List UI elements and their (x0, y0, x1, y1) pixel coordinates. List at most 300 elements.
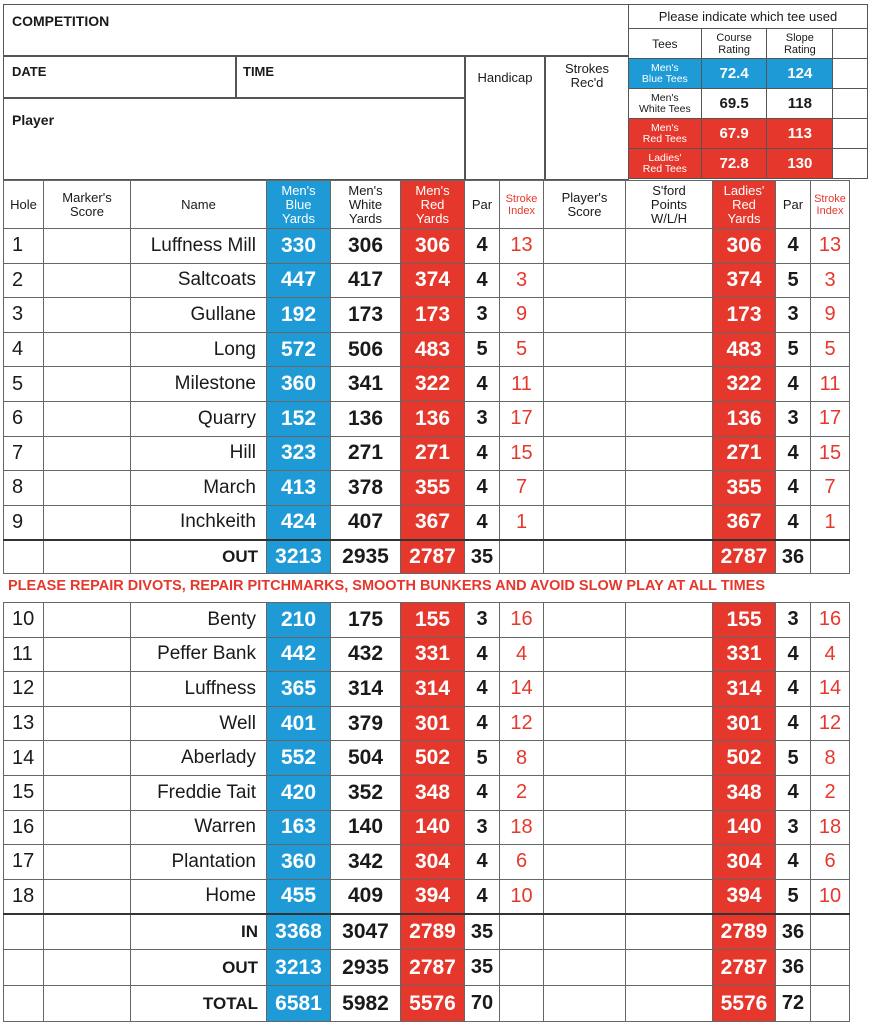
player-score-cell[interactable] (544, 367, 626, 402)
sford-points-cell[interactable] (626, 367, 713, 402)
par-value: 4 (465, 672, 500, 707)
total-label: TOTAL (131, 986, 267, 1022)
column-header-row (4, 181, 868, 229)
player-score-cell[interactable] (544, 741, 626, 776)
total-ladies-par: 36 (776, 540, 811, 574)
strokes-recd-label: Strokes Rec'd (564, 61, 610, 90)
marker-score-cell[interactable] (44, 706, 131, 741)
player-score-cell[interactable] (544, 775, 626, 810)
red-yards: 355 (401, 471, 465, 506)
table-row (4, 741, 868, 776)
hole-name: Long (131, 332, 267, 367)
red-yards: 394 (401, 879, 465, 914)
blue-yards: 210 (267, 603, 331, 638)
total-player-score-cell[interactable] (544, 914, 626, 950)
player-label: Player (12, 112, 55, 128)
ladies-stroke-index: 6 (811, 845, 850, 880)
total-red-yards: 2787 (401, 950, 465, 986)
tee-checkbox-mens-red[interactable] (833, 119, 868, 149)
table-row (4, 229, 868, 264)
total-blue-yards: 3213 (267, 950, 331, 986)
marker-score-cell[interactable] (44, 332, 131, 367)
hole-number: 16 (4, 810, 44, 845)
marker-score-cell[interactable] (44, 471, 131, 506)
margin-cell (850, 810, 868, 845)
ladies-red-yards: 348 (713, 775, 776, 810)
total-player-score-cell[interactable] (544, 986, 626, 1022)
total-blank (811, 914, 850, 950)
ladies-par-value: 4 (776, 229, 811, 264)
table-row (4, 879, 868, 914)
ladies-stroke-index: 4 (811, 637, 850, 672)
competition-box[interactable] (3, 4, 629, 56)
marker-score-cell[interactable] (44, 741, 131, 776)
ladies-par-value: 4 (776, 706, 811, 741)
blue-yards: 401 (267, 706, 331, 741)
red-yards: 301 (401, 706, 465, 741)
ladies-stroke-index: 16 (811, 603, 850, 638)
total-sford-cell[interactable] (626, 540, 713, 574)
margin-cell (850, 706, 868, 741)
white-yards: 432 (331, 637, 401, 672)
col-stroke-index: Stroke Index (500, 181, 544, 229)
hole-name: Plantation (131, 845, 267, 880)
ladies-red-yards: 140 (713, 810, 776, 845)
margin-cell (850, 603, 868, 638)
marker-score-cell[interactable] (44, 229, 131, 264)
hole-name: Aberlady (131, 741, 267, 776)
tee-mens-blue: Men's Blue Tees (629, 59, 702, 89)
white-yards: 173 (331, 298, 401, 333)
hole-number: 4 (4, 332, 44, 367)
total-blank (500, 986, 544, 1022)
ladies-stroke-index: 10 (811, 879, 850, 914)
marker-score-cell[interactable] (44, 603, 131, 638)
total-blue-yards: 6581 (267, 986, 331, 1022)
tee-checkbox-blue[interactable] (833, 59, 868, 89)
sford-points-cell[interactable] (626, 603, 713, 638)
ladies-par-value: 4 (776, 672, 811, 707)
hole-name: Hill (131, 436, 267, 471)
hole-name: Home (131, 879, 267, 914)
white-yards: 306 (331, 229, 401, 264)
ladies-stroke-index: 3 (811, 263, 850, 298)
stroke-index: 16 (500, 603, 544, 638)
margin-cell (850, 298, 868, 333)
ladies-red-yards: 271 (713, 436, 776, 471)
table-row (4, 263, 868, 298)
stroke-index: 7 (500, 471, 544, 506)
ladies-red-yards: 483 (713, 332, 776, 367)
ladies-par-value: 4 (776, 775, 811, 810)
marker-score-cell[interactable] (44, 775, 131, 810)
sford-points-cell[interactable] (626, 637, 713, 672)
marker-score-cell[interactable] (44, 401, 131, 436)
ladies-par-value: 5 (776, 263, 811, 298)
col-hole: Hole (4, 181, 44, 229)
total-par: 70 (465, 986, 500, 1022)
col-player-score: Player's Score (544, 181, 626, 229)
total-blank (4, 986, 44, 1022)
marker-score-cell[interactable] (44, 298, 131, 333)
stroke-index: 2 (500, 775, 544, 810)
total-blank[interactable] (44, 540, 131, 574)
hole-number: 8 (4, 471, 44, 506)
margin-cell (850, 540, 868, 574)
total-blank (811, 950, 850, 986)
ladies-stroke-index: 15 (811, 436, 850, 471)
par-value: 5 (465, 741, 500, 776)
margin-cell (850, 879, 868, 914)
sford-points-cell[interactable] (626, 775, 713, 810)
table-row (4, 845, 868, 880)
white-yards: 342 (331, 845, 401, 880)
red-yards: 271 (401, 436, 465, 471)
stroke-index: 14 (500, 672, 544, 707)
hole-number: 5 (4, 367, 44, 402)
ladies-par-value: 5 (776, 879, 811, 914)
hole-name: Milestone (131, 367, 267, 402)
ladies-red-yards: 301 (713, 706, 776, 741)
hole-number: 7 (4, 436, 44, 471)
ladies-red-yards: 322 (713, 367, 776, 402)
white-yards: 175 (331, 603, 401, 638)
blue-yards: 424 (267, 505, 331, 540)
total-blank (4, 540, 44, 574)
margin-cell (850, 914, 868, 950)
hole-name: Benty (131, 603, 267, 638)
total-blank[interactable] (44, 986, 131, 1022)
table-row (4, 436, 868, 471)
col-blue-yards: Men's Blue Yards (267, 181, 331, 229)
hole-number: 6 (4, 401, 44, 436)
hole-name: Quarry (131, 401, 267, 436)
red-yards: 348 (401, 775, 465, 810)
total-blank (500, 914, 544, 950)
ladies-stroke-index: 2 (811, 775, 850, 810)
sford-points-cell[interactable] (626, 436, 713, 471)
sford-points-cell[interactable] (626, 505, 713, 540)
course-rating-blue: 72.4 (701, 59, 767, 89)
ladies-par-value: 3 (776, 298, 811, 333)
ladies-red-yards: 155 (713, 603, 776, 638)
time-label: TIME (243, 64, 275, 79)
ladies-par-value: 5 (776, 332, 811, 367)
player-box[interactable] (3, 98, 465, 180)
white-yards: 379 (331, 706, 401, 741)
total-ladies-par: 72 (776, 986, 811, 1022)
stroke-index: 8 (500, 741, 544, 776)
ladies-red-yards: 374 (713, 263, 776, 298)
sford-points-cell[interactable] (626, 706, 713, 741)
table-row (4, 367, 868, 402)
col-ladies-red-yards: Ladies' Red Yards (713, 181, 776, 229)
ladies-par-value: 3 (776, 810, 811, 845)
sford-points-cell[interactable] (626, 401, 713, 436)
ladies-stroke-index: 12 (811, 706, 850, 741)
total-blank (500, 950, 544, 986)
par-value: 3 (465, 298, 500, 333)
blue-yards: 420 (267, 775, 331, 810)
total-player-score-cell[interactable] (544, 540, 626, 574)
blue-yards: 323 (267, 436, 331, 471)
blue-yards: 572 (267, 332, 331, 367)
player-score-cell[interactable] (544, 263, 626, 298)
margin-cell (850, 332, 868, 367)
hole-number: 12 (4, 672, 44, 707)
col-par: Par (465, 181, 500, 229)
par-value: 3 (465, 401, 500, 436)
table-row (4, 332, 868, 367)
slope-rating-mens-red: 113 (767, 119, 833, 149)
player-score-cell[interactable] (544, 505, 626, 540)
front-nine-table (3, 180, 868, 574)
total-par: 35 (465, 540, 500, 574)
total-blank[interactable] (44, 914, 131, 950)
table-row (4, 637, 868, 672)
competition-label: COMPETITION (12, 13, 110, 29)
date-box[interactable] (3, 56, 236, 98)
back-nine-table (3, 602, 868, 1022)
hole-name: Warren (131, 810, 267, 845)
par-value: 3 (465, 810, 500, 845)
ladies-par-value: 4 (776, 436, 811, 471)
ladies-red-yards: 173 (713, 298, 776, 333)
ladies-par-value: 3 (776, 401, 811, 436)
margin-cell (850, 775, 868, 810)
player-score-cell[interactable] (544, 637, 626, 672)
total-red-yards: 2787 (401, 540, 465, 574)
blue-yards: 552 (267, 741, 331, 776)
hole-name: Luffness Mill (131, 229, 267, 264)
hole-name: March (131, 471, 267, 506)
sford-points-cell[interactable] (626, 879, 713, 914)
player-score-cell[interactable] (544, 436, 626, 471)
stroke-index: 12 (500, 706, 544, 741)
player-score-cell[interactable] (544, 672, 626, 707)
ladies-red-yards: 314 (713, 672, 776, 707)
player-score-cell[interactable] (544, 706, 626, 741)
hole-number: 3 (4, 298, 44, 333)
hole-name: Well (131, 706, 267, 741)
hole-name: Freddie Tait (131, 775, 267, 810)
total-sford-cell[interactable] (626, 986, 713, 1022)
marker-score-cell[interactable] (44, 637, 131, 672)
white-yards: 409 (331, 879, 401, 914)
total-blank (811, 540, 850, 574)
stroke-index: 15 (500, 436, 544, 471)
ladies-stroke-index: 1 (811, 505, 850, 540)
par-value: 4 (465, 706, 500, 741)
ladies-red-yards: 394 (713, 879, 776, 914)
total-ladies-red-yards: 2787 (713, 950, 776, 986)
total-row-out (4, 540, 868, 574)
ladies-par-value: 4 (776, 505, 811, 540)
ladies-stroke-index: 5 (811, 332, 850, 367)
marker-score-cell[interactable] (44, 845, 131, 880)
player-score-cell[interactable] (544, 845, 626, 880)
tee-checkbox-white[interactable] (833, 89, 868, 119)
slope-rating-header: Slope Rating (767, 29, 833, 59)
stroke-index: 3 (500, 263, 544, 298)
total-ladies-par: 36 (776, 914, 811, 950)
red-yards: 374 (401, 263, 465, 298)
ladies-red-yards: 304 (713, 845, 776, 880)
total-red-yards: 2789 (401, 914, 465, 950)
total-label: OUT (131, 540, 267, 574)
sford-points-cell[interactable] (626, 810, 713, 845)
sford-points-cell[interactable] (626, 332, 713, 367)
table-row (4, 672, 868, 707)
ladies-stroke-index: 9 (811, 298, 850, 333)
total-sford-cell[interactable] (626, 950, 713, 986)
red-yards: 155 (401, 603, 465, 638)
par-value: 5 (465, 332, 500, 367)
player-score-cell[interactable] (544, 401, 626, 436)
marker-score-cell[interactable] (44, 263, 131, 298)
red-yards: 306 (401, 229, 465, 264)
tee-mens-white: Men's White Tees (629, 89, 702, 119)
col-marker-score: Marker's Score (44, 181, 131, 229)
margin-cell (850, 950, 868, 986)
margin-cell (850, 367, 868, 402)
white-yards: 271 (331, 436, 401, 471)
sford-points-cell[interactable] (626, 741, 713, 776)
white-yards: 140 (331, 810, 401, 845)
strokes-recd-box[interactable] (545, 56, 629, 180)
slope-rating-blue: 124 (767, 59, 833, 89)
ladies-stroke-index: 7 (811, 471, 850, 506)
ladies-red-yards: 331 (713, 637, 776, 672)
white-yards: 352 (331, 775, 401, 810)
hole-number: 11 (4, 637, 44, 672)
marker-score-cell[interactable] (44, 436, 131, 471)
ladies-stroke-index: 18 (811, 810, 850, 845)
white-yards: 136 (331, 401, 401, 436)
marker-score-cell[interactable] (44, 810, 131, 845)
player-score-cell[interactable] (544, 810, 626, 845)
course-rating-header: Course Rating (701, 29, 767, 59)
ladies-par-value: 5 (776, 741, 811, 776)
total-blank[interactable] (44, 950, 131, 986)
player-score-cell[interactable] (544, 298, 626, 333)
blue-yards: 163 (267, 810, 331, 845)
player-score-cell[interactable] (544, 332, 626, 367)
red-yards: 367 (401, 505, 465, 540)
table-row (4, 706, 868, 741)
player-score-cell[interactable] (544, 879, 626, 914)
total-blank (500, 540, 544, 574)
margin-cell (850, 401, 868, 436)
total-player-score-cell[interactable] (544, 950, 626, 986)
sford-points-cell[interactable] (626, 845, 713, 880)
margin-cell (850, 637, 868, 672)
slope-rating-ladies-red: 130 (767, 149, 833, 179)
hole-number: 9 (4, 505, 44, 540)
hole-name: Saltcoats (131, 263, 267, 298)
white-yards: 504 (331, 741, 401, 776)
tee-checkbox-ladies-red[interactable] (833, 149, 868, 179)
marker-score-cell[interactable] (44, 879, 131, 914)
etiquette-message: PLEASE REPAIR DIVOTS, REPAIR PITCHMARKS, SMOOTH BUNKERS AND AVOID SLOW PLAY AT ALL TIMES (8, 578, 766, 594)
table-row (4, 471, 868, 506)
white-yards: 417 (331, 263, 401, 298)
col-sford-points: S'ford Points W/L/H (626, 181, 713, 229)
total-row-in (4, 914, 868, 950)
ladies-red-yards: 367 (713, 505, 776, 540)
par-value: 4 (465, 879, 500, 914)
hole-name: Peffer Bank (131, 637, 267, 672)
par-value: 4 (465, 775, 500, 810)
total-sford-cell[interactable] (626, 914, 713, 950)
table-row (4, 401, 868, 436)
course-rating-white: 69.5 (701, 89, 767, 119)
ladies-stroke-index: 17 (811, 401, 850, 436)
hole-name: Inchkeith (131, 505, 267, 540)
table-row (4, 810, 868, 845)
tee-panel (628, 4, 868, 179)
marker-score-cell[interactable] (44, 505, 131, 540)
table-row (4, 775, 868, 810)
margin-cell (850, 263, 868, 298)
margin-cell (850, 672, 868, 707)
hole-number: 13 (4, 706, 44, 741)
ladies-red-yards: 502 (713, 741, 776, 776)
ladies-red-yards: 355 (713, 471, 776, 506)
ladies-stroke-index: 13 (811, 229, 850, 264)
col-red-yards: Men's Red Yards (401, 181, 465, 229)
hole-number: 15 (4, 775, 44, 810)
sford-points-cell[interactable] (626, 471, 713, 506)
white-yards: 341 (331, 367, 401, 402)
total-row-total (4, 986, 868, 1022)
slope-rating-white: 118 (767, 89, 833, 119)
total-label: OUT (131, 950, 267, 986)
total-ladies-red-yards: 2787 (713, 540, 776, 574)
marker-score-cell[interactable] (44, 672, 131, 707)
red-yards: 140 (401, 810, 465, 845)
sford-points-cell[interactable] (626, 672, 713, 707)
sford-points-cell[interactable] (626, 229, 713, 264)
red-yards: 314 (401, 672, 465, 707)
blue-yards: 360 (267, 367, 331, 402)
ladies-red-yards: 306 (713, 229, 776, 264)
handicap-box[interactable] (465, 56, 545, 180)
col-ladies-stroke-index: Stroke Index (811, 181, 850, 229)
course-rating-ladies-red: 72.8 (701, 149, 767, 179)
stroke-index: 18 (500, 810, 544, 845)
player-score-cell[interactable] (544, 603, 626, 638)
time-box[interactable] (236, 56, 465, 98)
par-value: 4 (465, 471, 500, 506)
sford-points-cell[interactable] (626, 263, 713, 298)
ladies-stroke-index: 14 (811, 672, 850, 707)
ladies-par-value: 4 (776, 471, 811, 506)
margin-cell (850, 845, 868, 880)
blue-yards: 152 (267, 401, 331, 436)
tee-ladies-red: Ladies' Red Tees (629, 149, 702, 179)
hole-name: Gullane (131, 298, 267, 333)
player-score-cell[interactable] (544, 471, 626, 506)
stroke-index: 1 (500, 505, 544, 540)
total-ladies-red-yards: 5576 (713, 986, 776, 1022)
ladies-red-yards: 136 (713, 401, 776, 436)
marker-score-cell[interactable] (44, 367, 131, 402)
total-blank (811, 986, 850, 1022)
sford-points-cell[interactable] (626, 298, 713, 333)
player-score-cell[interactable] (544, 229, 626, 264)
table-row (4, 505, 868, 540)
